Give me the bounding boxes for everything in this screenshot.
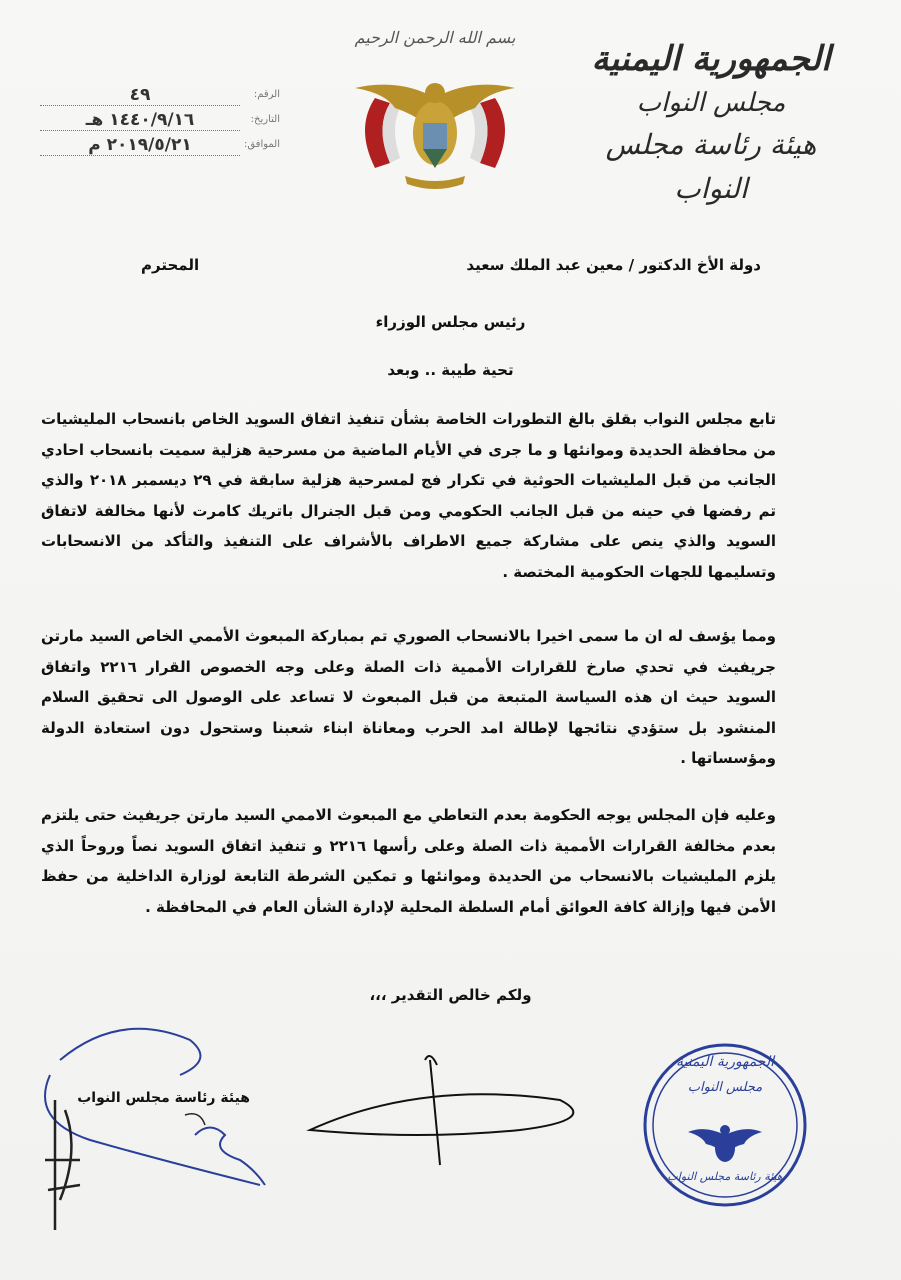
greeting: تحية طيبة .. وبعد (387, 361, 514, 379)
basmala: بسم الله الرحمن الرحيم (354, 28, 516, 47)
stamp-line-2: مجلس النواب (687, 1080, 763, 1095)
signatory-label: هيئة رئاسة مجلس النواب (77, 1090, 250, 1106)
institution-name: مجلس النواب (636, 88, 786, 118)
country-name: الجمهورية اليمنية (591, 39, 831, 79)
official-stamp (640, 1040, 810, 1210)
paragraph-3: وعليه فإن المجلس يوجه الحكومة بعدم التعاطي مع المبعوث الاممي السيد مارتن جريفيث حتى يلتزم بعدم مخالفة القرارات الأممية ذات الصلة وعلى رأسها ٢٢١٦ و تنفيذ اتفاق السويد نصاً وروحاً الذي يلزم المليشيات بالانسحاب من الحديدة وموانئها و تمكين الشرطة التابعة لوزارة الداخلية من حفظ الأمن فيها وإزالة كافة العوائق أمام السلطة المحلية لإدارة الشأن العام في المحافظة . (41, 806, 776, 916)
letterhead-institution (581, 35, 841, 211)
addressee-position: رئيس مجلس الوزراء (375, 313, 526, 331)
reference-block (40, 85, 280, 160)
paragraph-1: تابع مجلس النواب بقلق بالغ التطورات الخاصة بشأن تنفيذ اتفاق السويد الخاص بانسحاب المليشيات من محافظة الحديدة وموانئها و ما جرى في الأيام الماضية من مسرحية هزلية سميت بانسحاب احادي الجانب من قبل المليشيات الحوثية في تكرار فج لمسرحية هزلية سابقة في ٢٩ ديسمبر ٢٠١٨ والذي تم رفضها في حينه من قبل الجانب الحكومي ومن قبل الجنرال باتريك كامرت لأنها مخالفة لاتفاق السويد والذي ينص على مشاركة جميع الاطراف بالأشراف على التنفيذ والتأكد من الانسحابات وتسليمها للجهات الحكومية المختصة . (41, 410, 776, 581)
hijri-date: ١٤٤٠/٩/١٦ هـ (40, 110, 240, 131)
addressee-line (141, 256, 761, 274)
number-value: ٤٩ (40, 85, 240, 106)
republic-emblem (345, 28, 525, 198)
gregorian-date-label: الموافق: (243, 139, 280, 150)
stamp-line-1: الجمهورية اليمنية (675, 1054, 774, 1070)
date-label: التاريخ: (250, 114, 280, 125)
honorific: المحترم (141, 256, 200, 274)
closing-line: ولكم خالص التقدير ،،، (369, 986, 532, 1004)
number-label: الرقم: (253, 89, 280, 100)
stamp-line-3: هيئة رئاسة مجلس النواب (667, 1170, 783, 1183)
paragraph-2: ومما يؤسف له ان ما سمى اخيرا بالانسحاب الصوري تم بمباركة المبعوث الأممي الخاص السيد مارتن جريفيث في تحدي صارخ للقرارات الأممية ذات الصلة وعلى وجه الخصوص القرار ٢٢١٦ واتفاق السويد حيث ان هذه السياسة المتبعة من قبل المبعوث لا تساعد على الوصول الى تحقيق السلام المنشود بل ستؤدي نتائجها لإطالة امد الحرب ومعاناة ابناء شعبنا وستحول دون استعادة الدولة ومؤسساتها . (41, 627, 776, 767)
eagle-emblem-icon (345, 28, 525, 198)
addressee: دولة الأخ الدكتور / معين عبد الملك سعيد (466, 256, 761, 274)
presidency-name: هيئة رئاسة مجلس النواب (605, 128, 817, 205)
gregorian-date: ٢٠١٩/٥/٢١ م (40, 135, 240, 156)
